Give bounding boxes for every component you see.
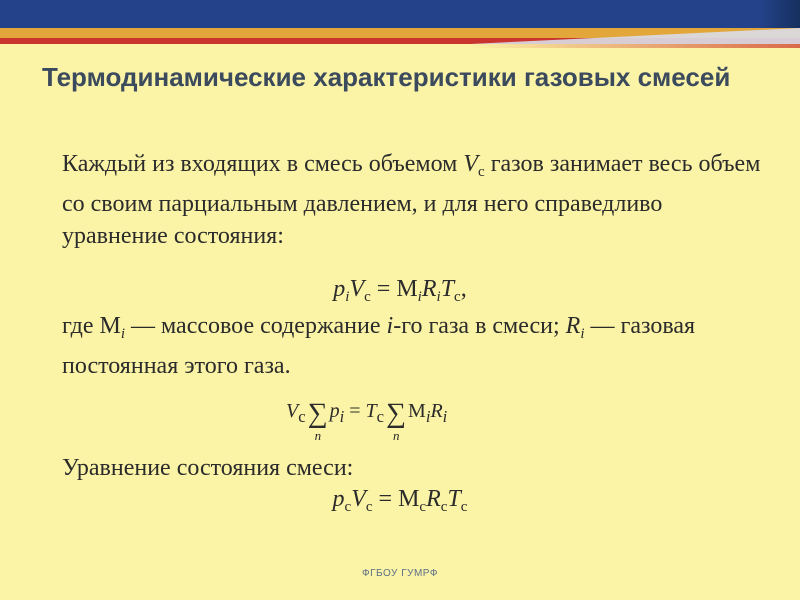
- equation-sum: $V_с\sum$ n $p_i = T_с\sum$ n $M_iR_i$: [286, 398, 448, 443]
- equation-mixture-state: $p_сV_с = M_сR_сT_с$: [332, 486, 468, 515]
- navy-band: [0, 0, 800, 28]
- arrow-band-accent: [470, 44, 800, 48]
- slide-title: Термодинамические характеристики газовых смесей: [42, 62, 731, 92]
- paragraph-definitions: где $M_i$ — массовое содержание i-го газа в смеси; $R_i$ — газовая постоянная этого газа.: [62, 313, 696, 379]
- sum-symbol: ∑ n: [386, 398, 407, 443]
- footer-org: ФГБОУ ГУМРФ: [362, 568, 438, 579]
- equation-partial-state: $p_iV_с = M_iR_iT_с$,: [333, 276, 467, 305]
- arrow-band: [470, 28, 800, 44]
- sum-symbol: ∑ n: [307, 398, 328, 443]
- paragraph-mixture-state: Уравнение состояния смеси:: [62, 455, 354, 481]
- paragraph-partial-pressure: Каждый из входящих в смесь объемом $V_с$ газов занимает весь объем со своим парциальным давлением, и для него справедливо уравнение состояния:: [62, 151, 761, 249]
